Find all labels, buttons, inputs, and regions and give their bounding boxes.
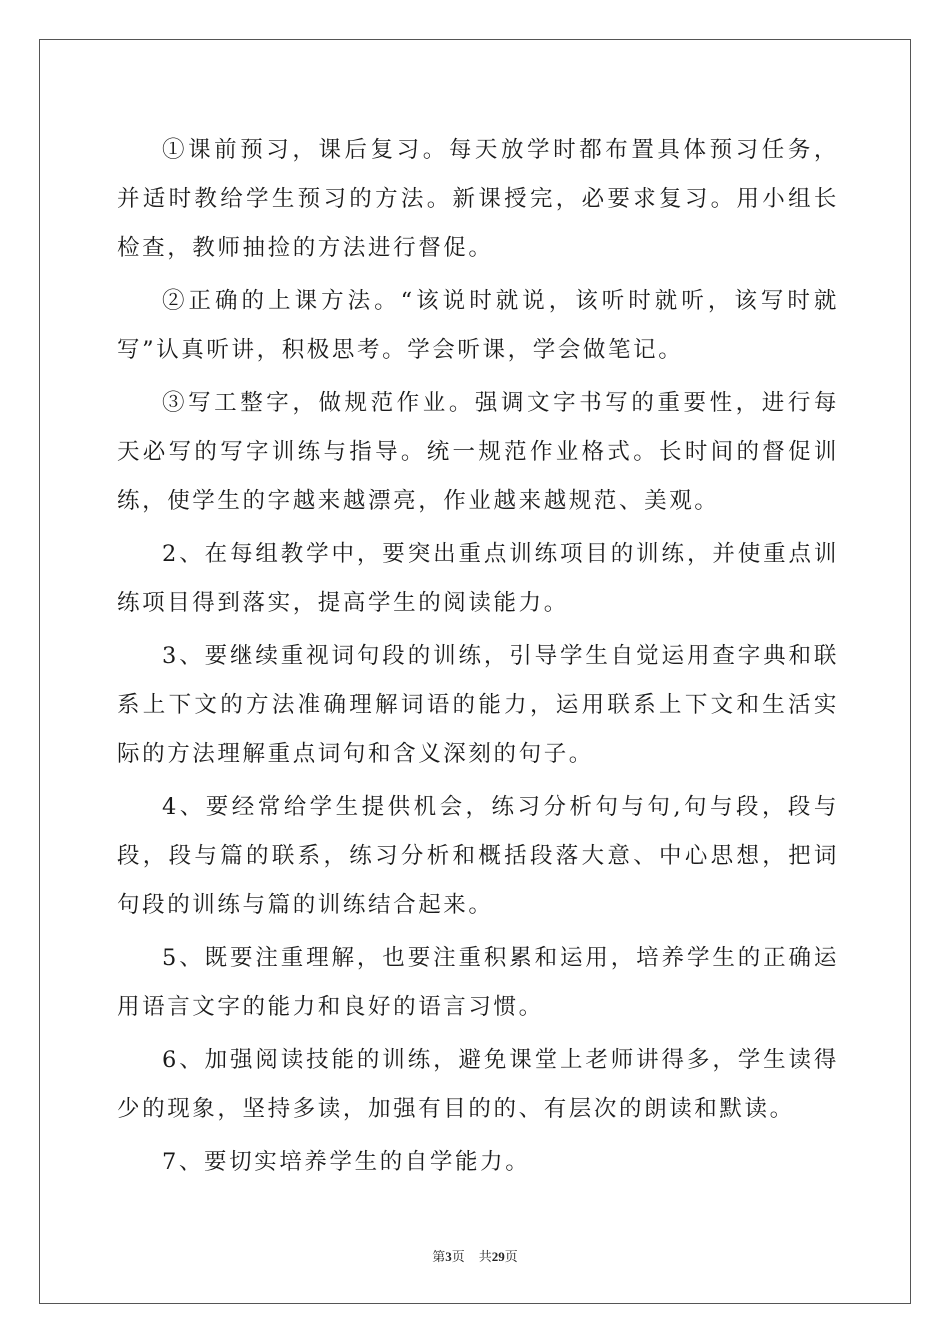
paragraph-item-4: 4、要经常给学生提供机会，练习分析句与句,句与段，段与段，段与篇的联系，练习分析和概括段落大意、中心思想，把词句段的训练与篇的训练结合起来。 xyxy=(117,794,839,918)
page-prefix: 第 xyxy=(432,1250,446,1265)
paragraph-item-5: 5、既要注重理解，也要注重积累和运用，培养学生的正确运用语言文字的能力和良好的语言习惯。 xyxy=(117,945,839,1020)
total-suffix: 页 xyxy=(504,1250,518,1265)
paragraph-item-2: 2、在每组教学中，要突出重点训练项目的训练，并使重点训练项目得到落实，提高学生的阅读能力。 xyxy=(117,541,839,616)
paragraph-preview-review: ①课前预习，课后复习。每天放学时都布置具体预习任务，并适时教给学生预习的方法。新课授完，必要求复习。用小组长检查，教师抽捡的方法进行督促。 xyxy=(117,137,839,261)
paragraph-handwriting: ③写工整字，做规范作业。强调文字书写的重要性，进行每天必写的写字训练与指导。统一规范作业格式。长时间的督促训练，使学生的字越来越漂亮，作业越来越规范、美观。 xyxy=(117,390,839,514)
current-page-number: 3 xyxy=(445,1249,452,1264)
page-suffix: 页 xyxy=(451,1250,465,1265)
total-page-count: 29 xyxy=(491,1249,505,1264)
paragraph-item-3: 3、要继续重视词句段的训练，引导学生自觉运用查字典和联系上下文的方法准确理解词语的能力，运用联系上下文和生活实际的方法理解重点词句和含义深刻的句子。 xyxy=(117,643,839,767)
page-footer xyxy=(0,1248,950,1267)
paragraph-item-6: 6、加强阅读技能的训练，避免课堂上老师讲得多，学生读得少的现象，坚持多读，加强有目的的、有层次的朗读和默读。 xyxy=(117,1047,839,1122)
document-body xyxy=(117,126,839,1191)
paragraph-item-7: 7、要切实培养学生的自学能力。 xyxy=(162,1149,531,1175)
paragraph-class-method: ②正确的上课方法。“该说时就说，该听时就听，该写时就写”认真听讲，积极思考。学会听课，学会做笔记。 xyxy=(117,288,839,363)
total-prefix: 共 xyxy=(478,1250,492,1265)
